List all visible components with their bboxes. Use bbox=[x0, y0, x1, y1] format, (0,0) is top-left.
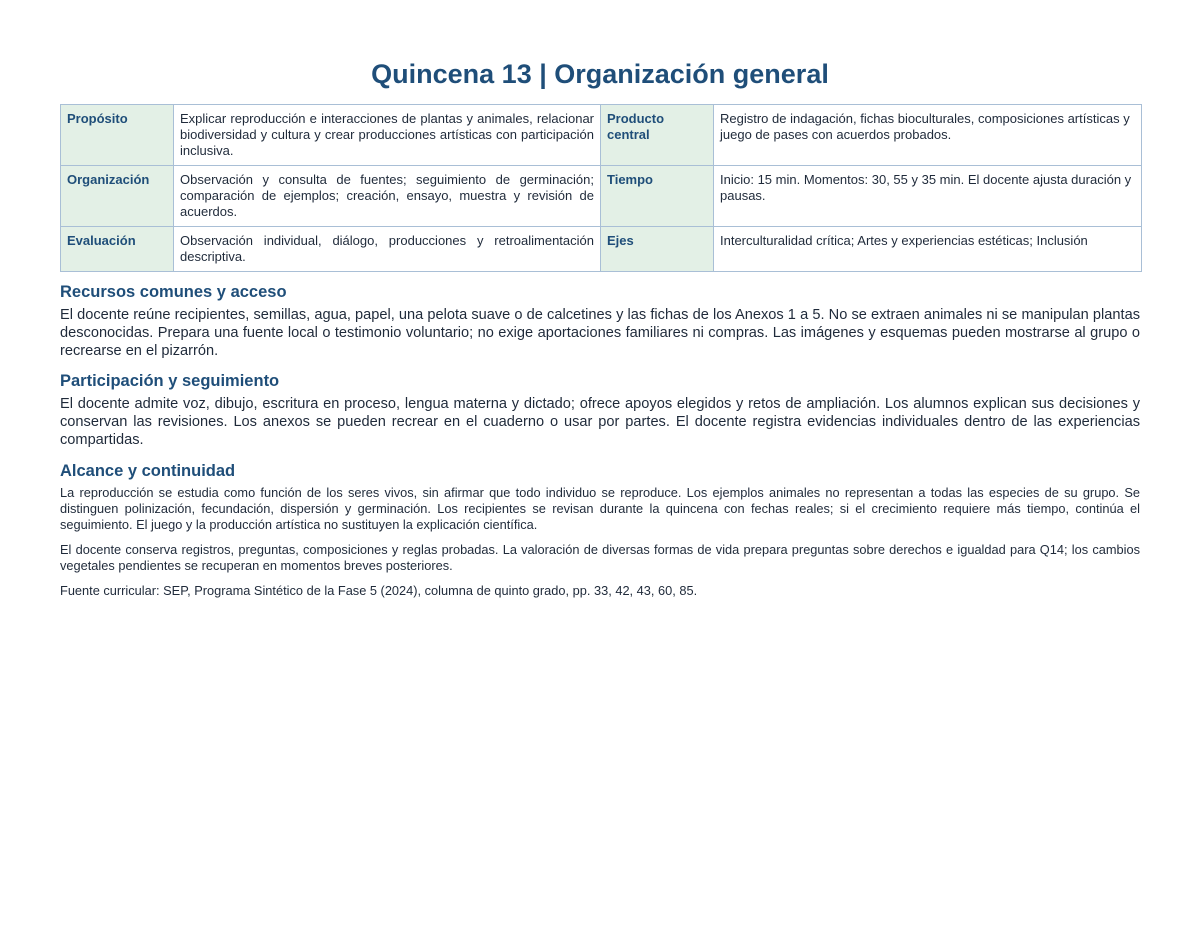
label-proposito: Propósito bbox=[61, 105, 174, 166]
value-tiempo: Inicio: 15 min. Momentos: 30, 55 y 35 min. El docente ajusta duración y pausas. bbox=[714, 166, 1142, 227]
section-alcance bbox=[60, 460, 1140, 599]
section-text-alcance-2: El docente conserva registros, preguntas, composiciones y reglas probadas. La valoración de diversas formas de vida prepara preguntas sobre derechos e igualdad para Q14; los cambios vegetales pendientes se recuperan en momentos breves posteriores. bbox=[60, 542, 1140, 573]
section-participacion bbox=[60, 370, 1140, 449]
value-producto-central: Registro de indagación, fichas bioculturales, composiciones artísticas y juego de pases con acuerdos probados. bbox=[714, 105, 1142, 166]
page-title: Quincena 13 | Organización general bbox=[371, 59, 829, 89]
section-text-alcance-1: La reproducción se estudia como función de los seres vivos, sin afirmar que todo individuo se reproduce. Los ejemplos animales no representan a todas las especies de su grupo. Se distinguen polinización, fecundación, dispersión y germinación. Los recipientes se revisan durante la quincena con fechas reales; si el crecimiento requiere más tiempo, continúa el seguimiento. El juego y la producción artística no sustituyen la explicación científica. bbox=[60, 485, 1140, 532]
label-producto-central: Producto central bbox=[601, 105, 714, 166]
section-heading-alcance: Alcance y continuidad bbox=[60, 462, 236, 480]
table-row bbox=[61, 227, 1142, 272]
section-heading-participacion: Participación y seguimiento bbox=[60, 372, 280, 390]
table-row bbox=[61, 105, 1142, 166]
label-evaluacion: Evaluación bbox=[61, 227, 174, 272]
section-text-recursos: El docente reúne recipientes, semillas, agua, papel, una pelota suave o de calcetines y las fichas de los Anexos 1 a 5. No se extraen animales ni se manipulan plantas desconocidas. Prepara una fuente local o testimonio voluntario; no exige aportaciones familiares ni compras. Las imágenes y esquemas pueden mostrarse al grupo o recrearse en el pizarrón. bbox=[60, 307, 1140, 359]
label-organizacion: Organización bbox=[61, 166, 174, 227]
value-evaluacion: Observación individual, diálogo, producciones y retroalimentación descriptiva. bbox=[174, 227, 601, 272]
value-proposito: Explicar reproducción e interacciones de plantas y animales, relacionar biodiversidad y cultura y crear producciones artísticas con participación inclusiva. bbox=[174, 105, 601, 166]
section-recursos bbox=[60, 281, 1140, 360]
table-row bbox=[61, 166, 1142, 227]
section-text-participacion: El docente admite voz, dibujo, escritura en proceso, lengua materna y dictado; ofrece apoyos elegidos y retos de ampliación. Los alumnos explican sus decisiones y conservan las revisiones. Los anexos se pueden recrear en el cuaderno o usar por partes. El docente registra evidencias individuales dentro de las experiencias compartidas. bbox=[60, 396, 1140, 448]
source-citation: Fuente curricular: SEP, Programa Sintético de la Fase 5 (2024), columna de quinto grado, pp. 33, 42, 43, 60, 85. bbox=[60, 583, 698, 598]
value-organizacion: Observación y consulta de fuentes; seguimiento de germinación; comparación de ejemplos; creación, ensayo, muestra y revisión de acuerdos. bbox=[174, 166, 601, 227]
label-tiempo: Tiempo bbox=[601, 166, 714, 227]
value-ejes: Interculturalidad crítica; Artes y experiencias estéticas; Inclusión bbox=[714, 227, 1142, 272]
summary-table bbox=[60, 104, 1142, 272]
label-ejes: Ejes bbox=[601, 227, 714, 272]
section-heading-recursos: Recursos comunes y acceso bbox=[60, 283, 287, 301]
